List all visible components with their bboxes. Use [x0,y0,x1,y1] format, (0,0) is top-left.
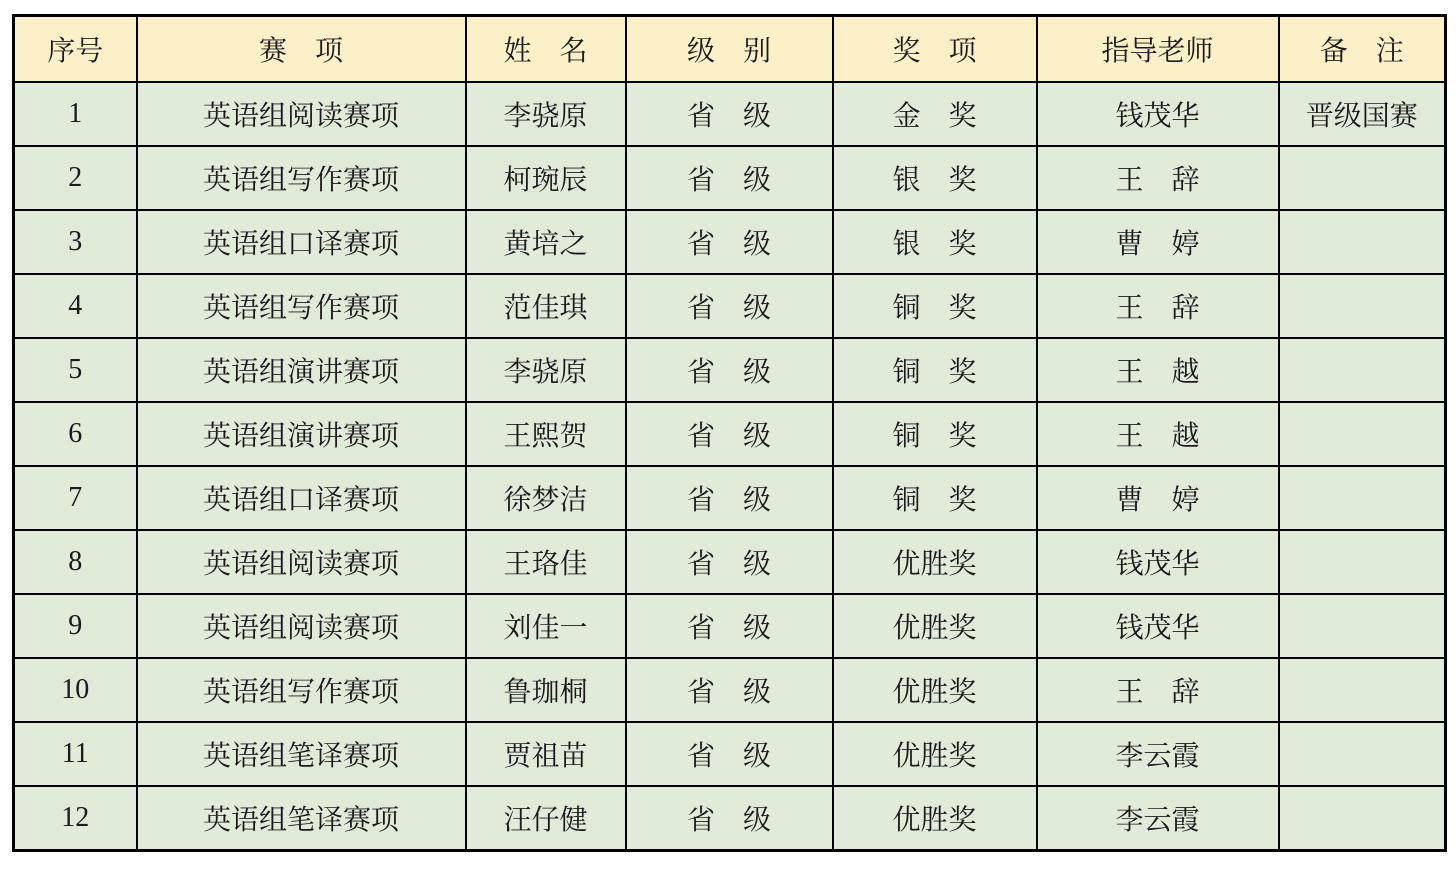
cell-index: 4 [14,274,137,338]
cell-index: 6 [14,402,137,466]
cell-level: 省 级 [626,402,833,466]
cell-name: 范佳琪 [466,274,626,338]
cell-remark [1279,338,1446,402]
table-row [14,466,1446,530]
cell-event: 英语组写作赛项 [137,658,466,722]
cell-name: 李骁原 [466,338,626,402]
cell-remark [1279,722,1446,786]
cell-teacher: 王 越 [1037,338,1279,402]
cell-index: 7 [14,466,137,530]
header-row [14,16,1446,83]
cell-remark [1279,402,1446,466]
cell-teacher: 曹 婷 [1037,210,1279,274]
cell-index: 2 [14,146,137,210]
cell-event: 英语组写作赛项 [137,146,466,210]
cell-award: 优胜奖 [833,658,1037,722]
header-cell-award: 奖 项 [833,16,1037,83]
header-cell-remark: 备 注 [1279,16,1446,83]
cell-teacher: 钱茂华 [1037,82,1279,146]
cell-level: 省 级 [626,594,833,658]
cell-remark [1279,210,1446,274]
cell-teacher: 钱茂华 [1037,594,1279,658]
cell-name: 李骁原 [466,82,626,146]
cell-event: 英语组阅读赛项 [137,594,466,658]
cell-level: 省 级 [626,210,833,274]
table-row [14,658,1446,722]
header-cell-name: 姓 名 [466,16,626,83]
cell-event: 英语组演讲赛项 [137,338,466,402]
cell-award: 金 奖 [833,82,1037,146]
cell-award: 优胜奖 [833,722,1037,786]
header-cell-teacher: 指导老师 [1037,16,1279,83]
cell-index: 5 [14,338,137,402]
cell-index: 8 [14,530,137,594]
table-row [14,338,1446,402]
cell-award: 优胜奖 [833,530,1037,594]
header-cell-level: 级 别 [626,16,833,83]
cell-award: 铜 奖 [833,338,1037,402]
cell-name: 黄培之 [466,210,626,274]
cell-event: 英语组写作赛项 [137,274,466,338]
cell-teacher: 王 辞 [1037,274,1279,338]
cell-remark [1279,530,1446,594]
cell-teacher: 王 辞 [1037,658,1279,722]
cell-name: 柯琬辰 [466,146,626,210]
table-row [14,82,1446,146]
header-cell-index: 序号 [14,16,137,83]
table-body [14,82,1446,851]
cell-index: 11 [14,722,137,786]
cell-event: 英语组笔译赛项 [137,722,466,786]
cell-index: 3 [14,210,137,274]
table-row [14,530,1446,594]
cell-teacher: 李云霞 [1037,786,1279,851]
cell-name: 徐梦洁 [466,466,626,530]
cell-remark [1279,274,1446,338]
cell-award: 银 奖 [833,146,1037,210]
table-header [14,16,1446,83]
cell-award: 铜 奖 [833,466,1037,530]
cell-level: 省 级 [626,530,833,594]
table-row [14,210,1446,274]
cell-level: 省 级 [626,338,833,402]
cell-name: 汪仔健 [466,786,626,851]
cell-index: 12 [14,786,137,851]
cell-teacher: 钱茂华 [1037,530,1279,594]
cell-name: 王珞佳 [466,530,626,594]
table-row [14,594,1446,658]
cell-level: 省 级 [626,274,833,338]
cell-remark [1279,594,1446,658]
cell-name: 贾祖苗 [466,722,626,786]
header-cell-event: 赛 项 [137,16,466,83]
cell-event: 英语组演讲赛项 [137,402,466,466]
cell-teacher: 曹 婷 [1037,466,1279,530]
cell-level: 省 级 [626,466,833,530]
cell-award: 铜 奖 [833,402,1037,466]
table-row [14,786,1446,851]
table-row [14,146,1446,210]
cell-level: 省 级 [626,658,833,722]
cell-remark [1279,146,1446,210]
cell-name: 鲁珈桐 [466,658,626,722]
cell-index: 10 [14,658,137,722]
cell-event: 英语组口译赛项 [137,210,466,274]
cell-level: 省 级 [626,146,833,210]
awards-table [12,14,1447,852]
cell-level: 省 级 [626,82,833,146]
table-row [14,274,1446,338]
cell-teacher: 王 辞 [1037,146,1279,210]
table-row [14,722,1446,786]
cell-teacher: 王 越 [1037,402,1279,466]
cell-index: 9 [14,594,137,658]
cell-award: 优胜奖 [833,786,1037,851]
cell-teacher: 李云霞 [1037,722,1279,786]
cell-name: 刘佳一 [466,594,626,658]
cell-level: 省 级 [626,786,833,851]
cell-level: 省 级 [626,722,833,786]
cell-award: 优胜奖 [833,594,1037,658]
cell-event: 英语组笔译赛项 [137,786,466,851]
cell-event: 英语组阅读赛项 [137,530,466,594]
cell-remark: 晋级国赛 [1279,82,1446,146]
cell-index: 1 [14,82,137,146]
cell-remark [1279,786,1446,851]
cell-event: 英语组阅读赛项 [137,82,466,146]
cell-award: 银 奖 [833,210,1037,274]
cell-event: 英语组口译赛项 [137,466,466,530]
cell-award: 铜 奖 [833,274,1037,338]
cell-name: 王熙贺 [466,402,626,466]
table-row [14,402,1446,466]
cell-remark [1279,658,1446,722]
cell-remark [1279,466,1446,530]
